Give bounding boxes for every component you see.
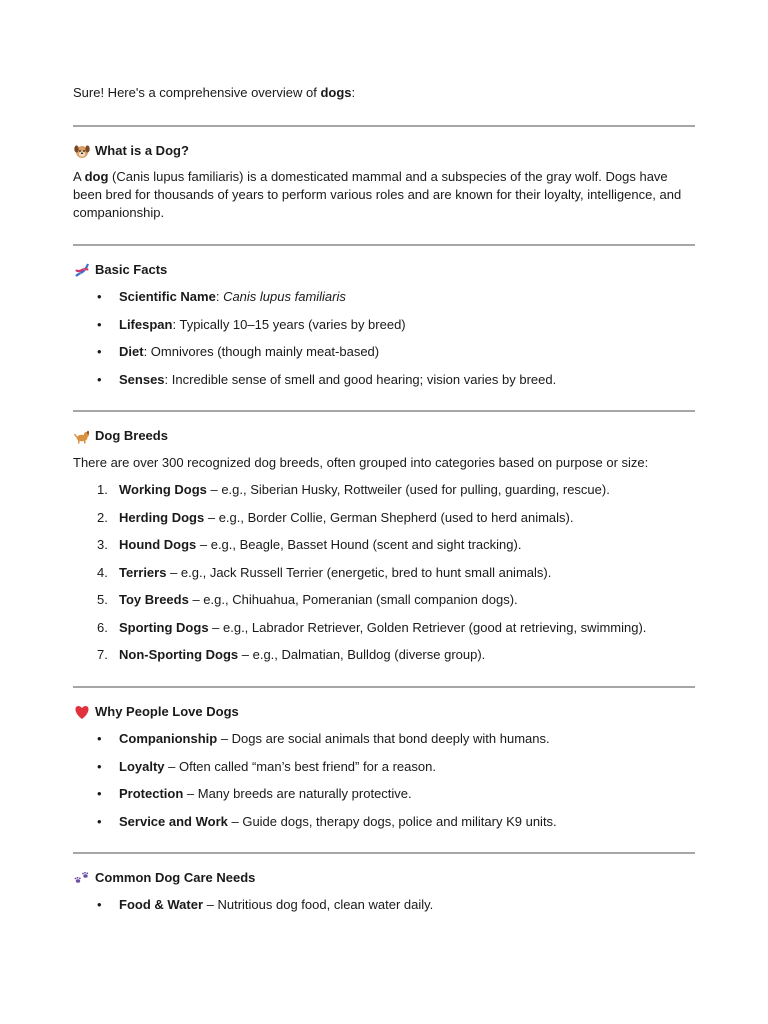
item-label: Food & Water: [119, 897, 204, 912]
divider: [73, 125, 695, 127]
dog-face-icon: [73, 142, 91, 160]
bullet: •: [97, 371, 102, 387]
item-label: Lifespan: [119, 316, 173, 332]
item-text: – Many breeds are naturally protective.: [183, 786, 412, 801]
item-label: Working Dogs: [119, 482, 207, 497]
list-item: [73, 758, 695, 786]
section-heading-facts: [73, 261, 167, 279]
what-paragraph: [73, 168, 695, 222]
item-sep: :: [143, 344, 151, 359]
item-text: – e.g., Chihuahua, Pomeranian (small companion dogs).: [188, 592, 518, 607]
item-text: – e.g., Labrador Retriever, Golden Retriever (good at retrieving, swimming).: [208, 619, 647, 635]
bullet: •: [97, 897, 102, 912]
item-label: Companionship: [119, 731, 218, 746]
list-item: [73, 343, 695, 371]
section-heading-what: [73, 142, 189, 160]
item-number: 6.: [97, 619, 108, 635]
dna-icon: [73, 261, 91, 279]
intro-bold: dogs: [320, 85, 352, 100]
list-item: [73, 813, 695, 841]
divider: [73, 686, 695, 688]
section-heading-care: [73, 869, 255, 887]
list-item: [73, 288, 695, 316]
item-text: Omnivores (though mainly meat-based): [150, 344, 380, 359]
item-label: Herding Dogs: [119, 509, 205, 525]
item-text: – Guide dogs, therapy dogs, police and military K9 units.: [227, 813, 557, 829]
bullet: •: [97, 813, 102, 829]
list-item: [73, 564, 695, 592]
item-number: 3.: [97, 537, 108, 552]
section-heading-breeds: [73, 427, 168, 445]
item-number: 7.: [97, 647, 108, 662]
item-sep: :: [215, 289, 224, 304]
section-title: Basic Facts: [95, 262, 168, 277]
item-label: Non-Sporting Dogs: [119, 647, 239, 662]
item-label: Hound Dogs: [119, 537, 197, 552]
divider: [73, 244, 695, 246]
item-label: Protection: [119, 786, 184, 801]
heart-icon: [73, 703, 91, 721]
section-title: Common Dog Care Needs: [95, 870, 256, 885]
item-text: – e.g., Siberian Husky, Rottweiler (used for pulling, guarding, rescue).: [206, 482, 610, 497]
breeds-intro: There are over 300 recognized dog breeds, often grouped into categories based on purpose or size:: [73, 455, 649, 470]
bullet: •: [97, 731, 102, 746]
intro-suffix: :: [351, 85, 356, 100]
list-item: [73, 509, 695, 537]
bullet: •: [97, 758, 102, 774]
item-number: 2.: [97, 509, 108, 525]
list-item: [73, 536, 695, 564]
section-heading-love: [73, 703, 239, 721]
item-text: – e.g., Jack Russell Terrier (energetic, bred to hunt small animals).: [166, 564, 552, 580]
item-text: Incredible sense of smell and good hearing; vision varies by breed.: [171, 371, 557, 387]
item-label: Senses: [119, 371, 165, 387]
bullet: •: [97, 786, 102, 801]
love-list: [73, 730, 695, 840]
item-sep: :: [164, 371, 172, 387]
item-text: – e.g., Dalmatian, Bulldog (diverse group).: [238, 647, 486, 662]
intro-line: [73, 84, 355, 102]
list-item: [73, 896, 695, 924]
para-bold: dog: [84, 169, 109, 184]
dog-icon: [73, 427, 91, 445]
list-item: [73, 591, 695, 619]
item-number: 4.: [97, 564, 108, 580]
breeds-list: [73, 481, 695, 674]
facts-list: [73, 288, 695, 398]
item-sep: :: [172, 316, 180, 332]
list-item: [73, 371, 695, 399]
section-title: Dog Breeds: [95, 428, 168, 443]
para-text: A: [73, 169, 85, 184]
paw-prints-icon: [73, 869, 91, 887]
item-label: Scientific Name: [119, 289, 216, 304]
care-list: [73, 896, 695, 924]
list-item: [73, 619, 695, 647]
bullet: •: [97, 316, 102, 332]
list-item: [73, 481, 695, 509]
para-text: (Canis lupus familiaris) is a domesticated mammal and a subspecies of the gray wolf. Dogs have been bred for thousands of years to perform various roles and are known for their loyalty, intelligence, and companionship.: [73, 169, 682, 220]
item-number: 1.: [97, 482, 108, 497]
item-text: – Dogs are social animals that bond deeply with humans.: [217, 731, 550, 746]
bullet: •: [97, 344, 102, 359]
intro-text: Sure! Here's a comprehensive overview of: [73, 85, 321, 100]
item-text: – e.g., Border Collie, German Shepherd (used to herd animals).: [204, 509, 574, 525]
item-text: – Often called “man’s best friend” for a reason.: [164, 758, 436, 774]
item-label: Diet: [119, 344, 144, 359]
item-label: Toy Breeds: [119, 592, 189, 607]
divider: [73, 410, 695, 412]
section-title: What is a Dog?: [95, 143, 189, 158]
item-number: 5.: [97, 592, 108, 607]
list-item: [73, 785, 695, 813]
list-item: [73, 730, 695, 758]
item-text: Typically 10–15 years (varies by breed): [179, 316, 406, 332]
item-label: Service and Work: [119, 813, 228, 829]
section-title: Why People Love Dogs: [95, 704, 239, 719]
list-item: [73, 646, 695, 674]
item-text: – Nutritious dog food, clean water daily.: [203, 897, 434, 912]
item-label: Sporting Dogs: [119, 619, 209, 635]
item-label: Loyalty: [119, 758, 165, 774]
item-label: Terriers: [119, 564, 167, 580]
divider: [73, 852, 695, 854]
item-italic: Canis lupus familiaris: [223, 289, 346, 304]
item-text: – e.g., Beagle, Basset Hound (scent and sight tracking).: [196, 537, 522, 552]
bullet: •: [97, 289, 102, 304]
list-item: [73, 316, 695, 344]
